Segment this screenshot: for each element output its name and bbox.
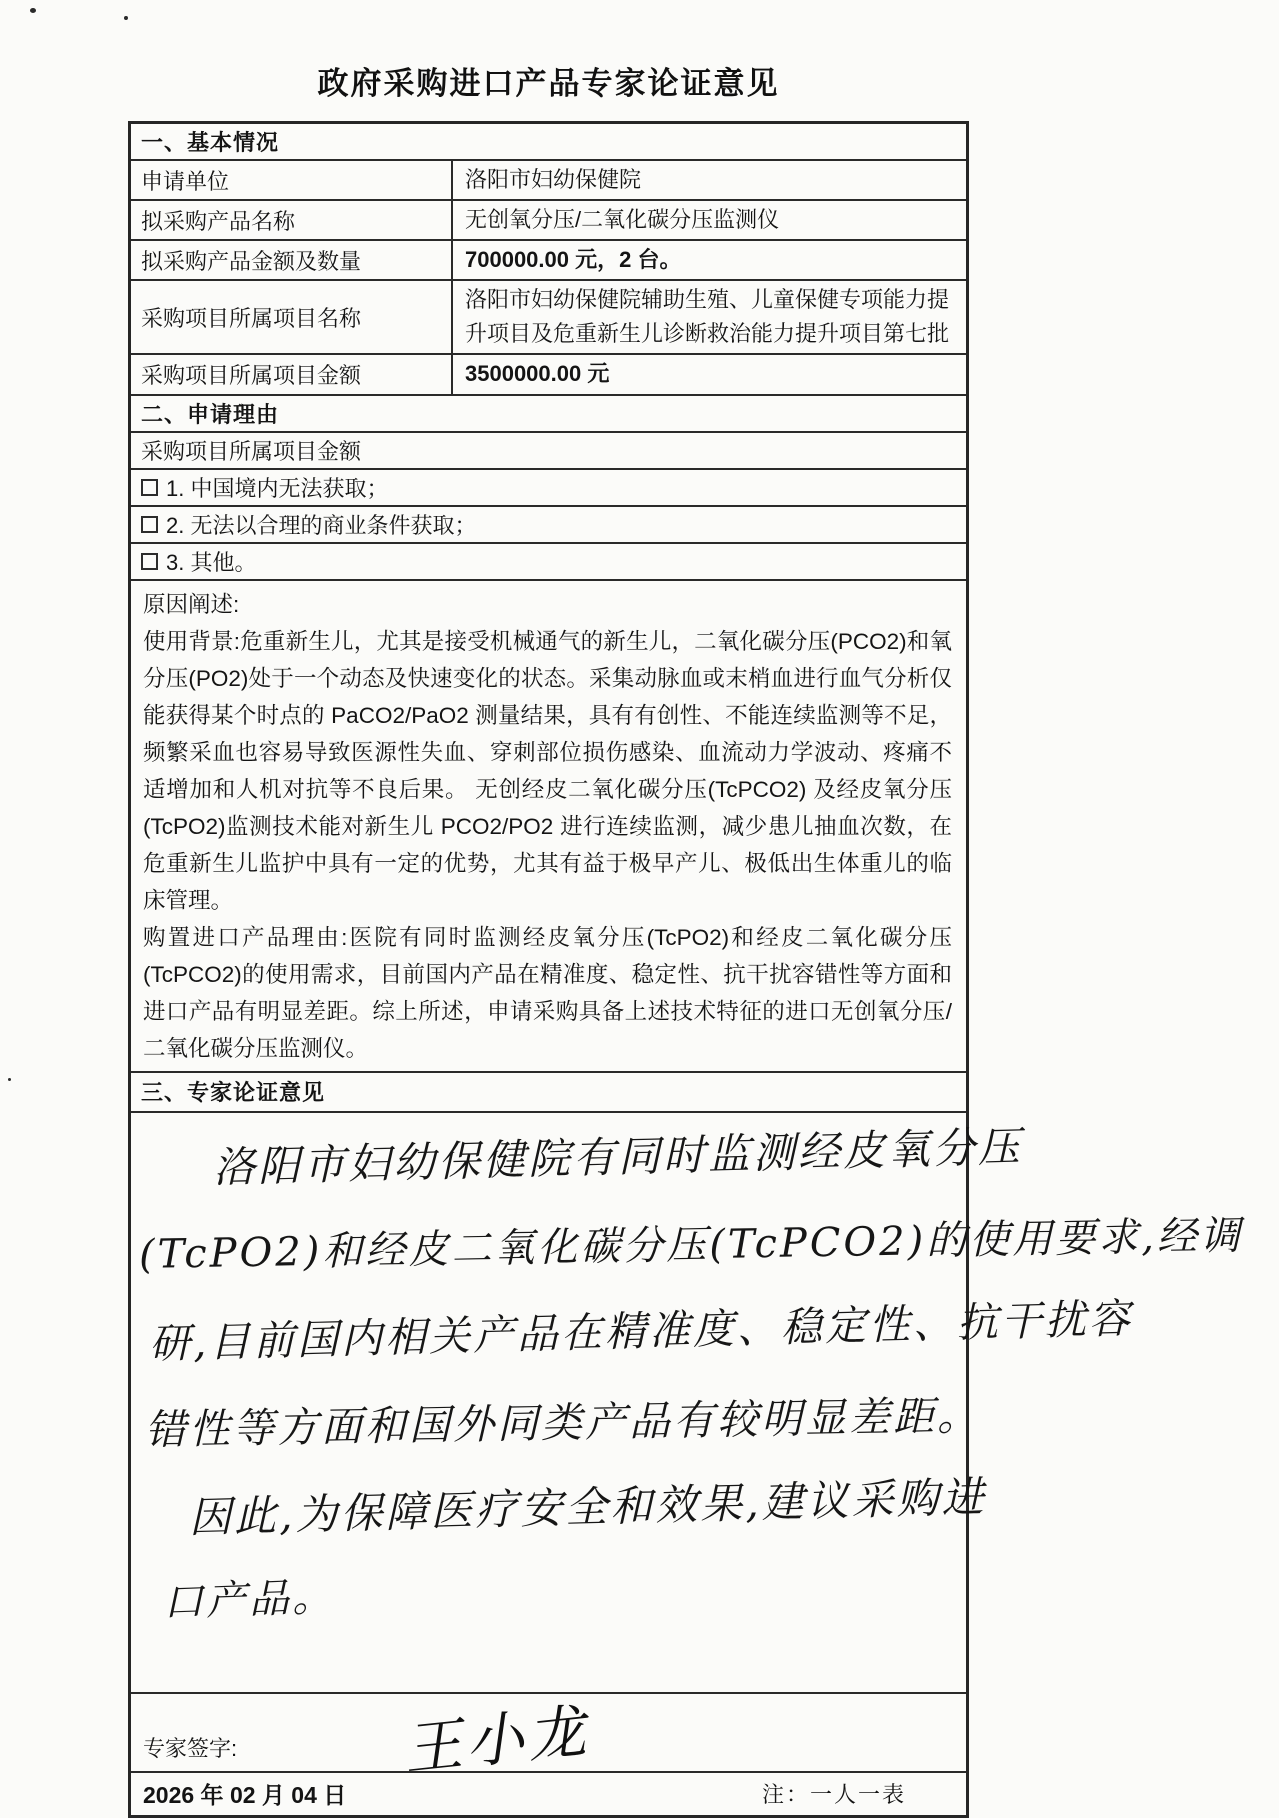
checkbox-1-icon[interactable] <box>141 479 158 496</box>
section2-header: 二、申请理由 <box>141 401 280 427</box>
section3-header: 三、专家论证意见 <box>141 1080 326 1106</box>
date-row <box>131 1773 966 1815</box>
row-value: 无创氧分压/二氧化碳分压监测仪 <box>465 207 780 233</box>
section2-subheader: 采购项目所属项目金额 <box>141 438 362 464</box>
expert-signature: 王小龙 <box>400 1695 593 1784</box>
checkbox-2-label: 2. 无法以合理的商业条件获取； <box>166 512 477 538</box>
checkbox-row-3 <box>131 544 966 581</box>
row-label: 拟采购产品金额及数量 <box>131 241 453 279</box>
document-table <box>128 121 1244 1818</box>
table-row <box>131 355 966 395</box>
reason-background-paragraph: 使用背景:危重新生儿，尤其是接受机械通气的新生儿，二氧化碳分压(PCO2)和氧分压(PO2)处于一个动态及快速变化的状态。采集动脉血或末梢血进行血气分析仅能获得某个时点的 PaCO2/PaO2 测量结果，具有有创性、不能连续监测等不足，频繁采血也容易导致医源性失血、穿刺部位损伤感染、血流动力学波动、疼痛不适增加和人机对抗等不良后果。 无创经皮二氧化碳分压(TcPCO2) 及经皮氧分压(TcPO2)监测技术能对新生儿 PCO2/PO2 进行连续监测，减少患儿抽血次数，在危重新生儿监护中具有一定的优势，尤其有益于极早产儿、极低出生体重儿的临床管理。 <box>143 628 952 913</box>
handwriting-line: (TcPO2)和经皮二氧化碳分压(TcPCO2)的使用要求,经调 <box>138 1212 1244 1278</box>
section2-header-row <box>131 396 966 433</box>
scan-speck <box>124 16 128 20</box>
date-text: 2026 年 02 月 04 日 <box>143 1782 347 1809</box>
signature-row <box>131 1694 966 1784</box>
page-title: 政府采购进口产品专家论证意见 <box>317 66 780 101</box>
handwriting-line: 错性等方面和国外同类产品有较明显差距。 <box>144 1390 982 1454</box>
row-value: 洛阳市妇幼保健院 <box>465 167 642 192</box>
row-label: 申请单位 <box>131 161 453 199</box>
checkbox-1-label: 1. 中国境内无法获取； <box>166 475 389 501</box>
checkbox-row-2 <box>131 507 966 544</box>
note-text: 注：一人一表 <box>761 1782 906 1808</box>
section1-header-row <box>131 124 966 161</box>
expert-opinion-area <box>131 1113 1244 1694</box>
section1-header: 一、基本情况 <box>141 130 280 155</box>
reason-title: 原因阐述: <box>143 591 240 617</box>
row-value: 3500000.00 元 <box>465 361 610 387</box>
row-value: 洛阳市妇幼保健院辅助生殖、儿童保健专项能力提升项目及危重新生儿诊断救治能力提升项目第七批 <box>465 287 950 347</box>
row-value: 700000.00 元，2 台。 <box>465 247 682 273</box>
row-label: 采购项目所属项目名称 <box>131 281 453 353</box>
reason-purchase-paragraph: 购置进口产品理由:医院有同时监测经皮氧分压(TcPO2)和经皮二氧化碳分压(TcPCO2)的使用需求，目前国内产品在精准度、稳定性、抗干扰容错性等方面和进口产品有明显差距。综上所述，申请采购具备上述技术特征的进口无创氧分压/二氧化碳分压监测仪。 <box>143 924 952 1061</box>
signature-label: 专家签字: <box>143 1735 238 1761</box>
checkbox-2-icon[interactable] <box>141 516 158 533</box>
table-row <box>131 201 966 241</box>
handwriting-line: 洛阳市妇幼保健院有同时监测经皮氧分压 <box>212 1121 1024 1192</box>
handwriting-line: 口产品。 <box>162 1573 336 1626</box>
handwriting-line: 研,目前国内相关产品在精准度、稳定性、抗干扰容 <box>148 1293 1134 1368</box>
handwriting-line: 因此,为保障医疗安全和效果,建议采购进 <box>188 1471 988 1542</box>
scan-speck <box>8 1078 11 1081</box>
checkbox-row-1 <box>131 470 966 507</box>
section2-subheader-row <box>131 433 966 470</box>
checkbox-3-label: 3. 其他。 <box>166 549 257 575</box>
table-row <box>131 281 966 355</box>
checkbox-3-icon[interactable] <box>141 553 158 570</box>
table-row <box>131 241 966 281</box>
section3-header-row <box>131 1073 966 1113</box>
reason-row <box>131 581 966 1073</box>
row-label: 拟采购产品名称 <box>131 201 453 239</box>
row-label: 采购项目所属项目金额 <box>131 355 453 393</box>
scan-speck <box>30 8 36 13</box>
table-row <box>131 161 966 201</box>
